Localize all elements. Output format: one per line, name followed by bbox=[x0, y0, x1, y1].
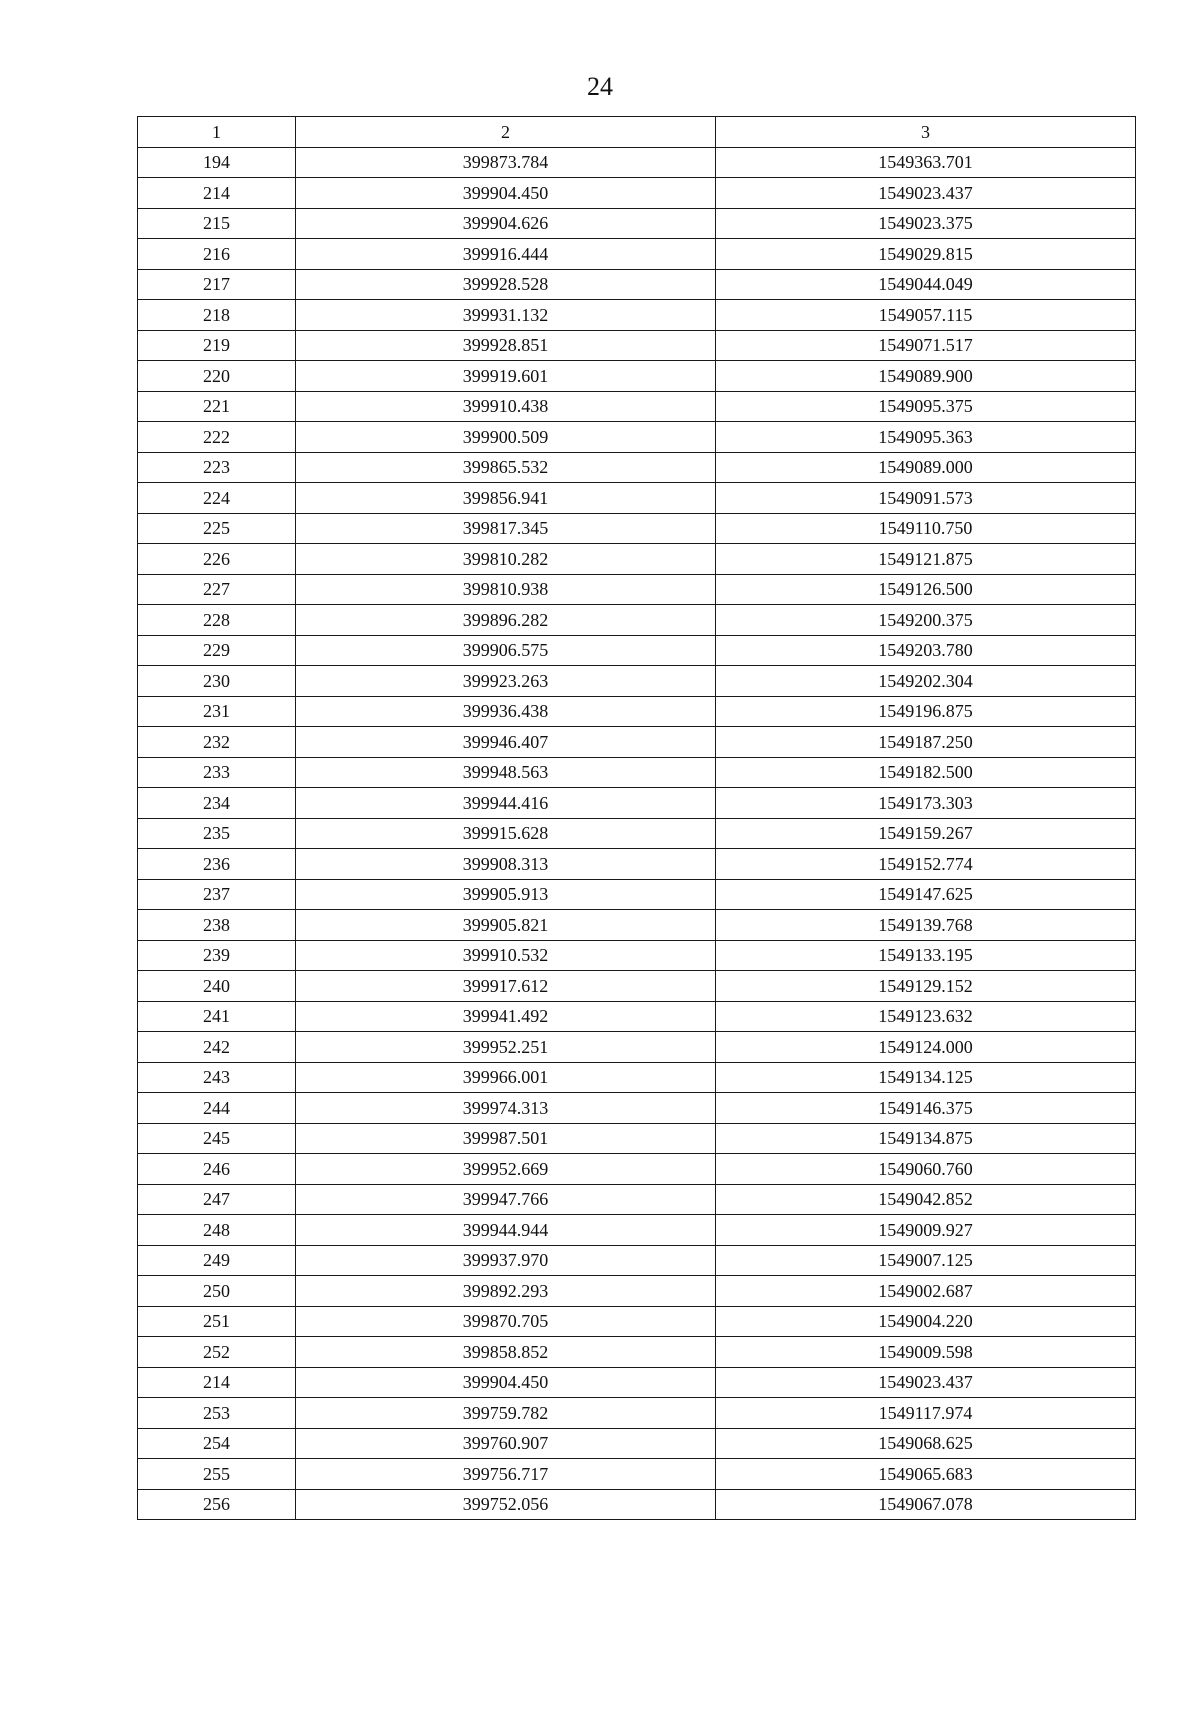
y-coordinate-cell: 1549133.195 bbox=[716, 940, 1136, 971]
table-body bbox=[138, 147, 1136, 1520]
point-number-cell: 251 bbox=[138, 1306, 296, 1337]
x-coordinate-cell: 399941.492 bbox=[296, 1001, 716, 1032]
table-row bbox=[138, 178, 1136, 209]
x-coordinate-cell: 399908.313 bbox=[296, 849, 716, 880]
point-number-cell: 252 bbox=[138, 1337, 296, 1368]
point-number-cell: 254 bbox=[138, 1428, 296, 1459]
x-coordinate-cell: 399910.532 bbox=[296, 940, 716, 971]
x-coordinate-cell: 399905.913 bbox=[296, 879, 716, 910]
y-coordinate-cell: 1549129.152 bbox=[716, 971, 1136, 1002]
point-number-cell: 253 bbox=[138, 1398, 296, 1429]
table-row bbox=[138, 849, 1136, 880]
x-coordinate-cell: 399915.628 bbox=[296, 818, 716, 849]
x-coordinate-cell: 399916.444 bbox=[296, 239, 716, 270]
point-number-cell: 249 bbox=[138, 1245, 296, 1276]
x-coordinate-cell: 399937.970 bbox=[296, 1245, 716, 1276]
table-row bbox=[138, 1184, 1136, 1215]
point-number-cell: 237 bbox=[138, 879, 296, 910]
y-coordinate-cell: 1549124.000 bbox=[716, 1032, 1136, 1063]
y-coordinate-cell: 1549044.049 bbox=[716, 269, 1136, 300]
table-row bbox=[138, 971, 1136, 1002]
point-number-cell: 255 bbox=[138, 1459, 296, 1490]
table-row bbox=[138, 727, 1136, 758]
x-coordinate-cell: 399756.717 bbox=[296, 1459, 716, 1490]
x-coordinate-cell: 399966.001 bbox=[296, 1062, 716, 1093]
page-number: 24 bbox=[587, 72, 613, 101]
y-coordinate-cell: 1549089.000 bbox=[716, 452, 1136, 483]
point-number-cell: 224 bbox=[138, 483, 296, 514]
y-coordinate-cell: 1549067.078 bbox=[716, 1489, 1136, 1520]
x-coordinate-cell: 399760.907 bbox=[296, 1428, 716, 1459]
point-number-cell: 214 bbox=[138, 1367, 296, 1398]
point-number-cell: 219 bbox=[138, 330, 296, 361]
point-number-cell: 229 bbox=[138, 635, 296, 666]
y-coordinate-cell: 1549126.500 bbox=[716, 574, 1136, 605]
point-number-cell: 231 bbox=[138, 696, 296, 727]
point-number-cell: 214 bbox=[138, 178, 296, 209]
y-coordinate-cell: 1549089.900 bbox=[716, 361, 1136, 392]
x-coordinate-cell: 399858.852 bbox=[296, 1337, 716, 1368]
x-coordinate-cell: 399856.941 bbox=[296, 483, 716, 514]
point-number-cell: 242 bbox=[138, 1032, 296, 1063]
x-coordinate-cell: 399817.345 bbox=[296, 513, 716, 544]
table-row bbox=[138, 1276, 1136, 1307]
table-row bbox=[138, 605, 1136, 636]
table-row bbox=[138, 1093, 1136, 1124]
y-coordinate-cell: 1549202.304 bbox=[716, 666, 1136, 697]
y-coordinate-cell: 1549009.598 bbox=[716, 1337, 1136, 1368]
point-number-cell: 248 bbox=[138, 1215, 296, 1246]
y-coordinate-cell: 1549071.517 bbox=[716, 330, 1136, 361]
point-number-cell: 225 bbox=[138, 513, 296, 544]
point-number-cell: 247 bbox=[138, 1184, 296, 1215]
table-row bbox=[138, 1459, 1136, 1490]
y-coordinate-cell: 1549110.750 bbox=[716, 513, 1136, 544]
table-row bbox=[138, 452, 1136, 483]
x-coordinate-cell: 399810.938 bbox=[296, 574, 716, 605]
table-row bbox=[138, 147, 1136, 178]
table-row bbox=[138, 818, 1136, 849]
point-number-cell: 221 bbox=[138, 391, 296, 422]
x-coordinate-cell: 399904.626 bbox=[296, 208, 716, 239]
coordinates-table bbox=[137, 116, 1136, 1520]
y-coordinate-cell: 1549117.974 bbox=[716, 1398, 1136, 1429]
x-coordinate-cell: 399759.782 bbox=[296, 1398, 716, 1429]
column-header: 1 bbox=[138, 117, 296, 148]
point-number-cell: 234 bbox=[138, 788, 296, 819]
y-coordinate-cell: 1549187.250 bbox=[716, 727, 1136, 758]
x-coordinate-cell: 399944.416 bbox=[296, 788, 716, 819]
y-coordinate-cell: 1549042.852 bbox=[716, 1184, 1136, 1215]
y-coordinate-cell: 1549009.927 bbox=[716, 1215, 1136, 1246]
table-row bbox=[138, 391, 1136, 422]
table-row bbox=[138, 1489, 1136, 1520]
point-number-cell: 222 bbox=[138, 422, 296, 453]
table-row bbox=[138, 300, 1136, 331]
y-coordinate-cell: 1549152.774 bbox=[716, 849, 1136, 880]
point-number-cell: 215 bbox=[138, 208, 296, 239]
point-number-cell: 244 bbox=[138, 1093, 296, 1124]
point-number-cell: 226 bbox=[138, 544, 296, 575]
column-header: 3 bbox=[716, 117, 1136, 148]
table-row bbox=[138, 1215, 1136, 1246]
table-row bbox=[138, 513, 1136, 544]
table-row bbox=[138, 1398, 1136, 1429]
table-row bbox=[138, 1123, 1136, 1154]
table-row bbox=[138, 422, 1136, 453]
x-coordinate-cell: 399904.450 bbox=[296, 1367, 716, 1398]
y-coordinate-cell: 1549146.375 bbox=[716, 1093, 1136, 1124]
x-coordinate-cell: 399810.282 bbox=[296, 544, 716, 575]
point-number-cell: 227 bbox=[138, 574, 296, 605]
table-row bbox=[138, 666, 1136, 697]
point-number-cell: 232 bbox=[138, 727, 296, 758]
x-coordinate-cell: 399936.438 bbox=[296, 696, 716, 727]
x-coordinate-cell: 399873.784 bbox=[296, 147, 716, 178]
point-number-cell: 216 bbox=[138, 239, 296, 270]
point-number-cell: 239 bbox=[138, 940, 296, 971]
point-number-cell: 217 bbox=[138, 269, 296, 300]
point-number-cell: 228 bbox=[138, 605, 296, 636]
table-row bbox=[138, 1245, 1136, 1276]
x-coordinate-cell: 399944.944 bbox=[296, 1215, 716, 1246]
y-coordinate-cell: 1549121.875 bbox=[716, 544, 1136, 575]
y-coordinate-cell: 1549065.683 bbox=[716, 1459, 1136, 1490]
x-coordinate-cell: 399904.450 bbox=[296, 178, 716, 209]
x-coordinate-cell: 399923.263 bbox=[296, 666, 716, 697]
y-coordinate-cell: 1549023.437 bbox=[716, 178, 1136, 209]
y-coordinate-cell: 1549091.573 bbox=[716, 483, 1136, 514]
table-row bbox=[138, 1001, 1136, 1032]
x-coordinate-cell: 399974.313 bbox=[296, 1093, 716, 1124]
point-number-cell: 256 bbox=[138, 1489, 296, 1520]
x-coordinate-cell: 399931.132 bbox=[296, 300, 716, 331]
table-header bbox=[138, 117, 1136, 148]
y-coordinate-cell: 1549134.125 bbox=[716, 1062, 1136, 1093]
y-coordinate-cell: 1549029.815 bbox=[716, 239, 1136, 270]
x-coordinate-cell: 399905.821 bbox=[296, 910, 716, 941]
y-coordinate-cell: 1549147.625 bbox=[716, 879, 1136, 910]
y-coordinate-cell: 1549057.115 bbox=[716, 300, 1136, 331]
table-row bbox=[138, 544, 1136, 575]
point-number-cell: 238 bbox=[138, 910, 296, 941]
point-number-cell: 220 bbox=[138, 361, 296, 392]
y-coordinate-cell: 1549023.375 bbox=[716, 208, 1136, 239]
table-row bbox=[138, 879, 1136, 910]
table-row bbox=[138, 239, 1136, 270]
table-row bbox=[138, 696, 1136, 727]
point-number-cell: 241 bbox=[138, 1001, 296, 1032]
table-row bbox=[138, 361, 1136, 392]
x-coordinate-cell: 399928.851 bbox=[296, 330, 716, 361]
y-coordinate-cell: 1549200.375 bbox=[716, 605, 1136, 636]
point-number-cell: 243 bbox=[138, 1062, 296, 1093]
x-coordinate-cell: 399917.612 bbox=[296, 971, 716, 1002]
header-row bbox=[138, 117, 1136, 148]
table-row bbox=[138, 1337, 1136, 1368]
table-row bbox=[138, 269, 1136, 300]
table-row bbox=[138, 1032, 1136, 1063]
point-number-cell: 235 bbox=[138, 818, 296, 849]
y-coordinate-cell: 1549173.303 bbox=[716, 788, 1136, 819]
x-coordinate-cell: 399952.669 bbox=[296, 1154, 716, 1185]
point-number-cell: 240 bbox=[138, 971, 296, 1002]
point-number-cell: 246 bbox=[138, 1154, 296, 1185]
y-coordinate-cell: 1549095.363 bbox=[716, 422, 1136, 453]
table-row bbox=[138, 757, 1136, 788]
table-row bbox=[138, 910, 1136, 941]
x-coordinate-cell: 399906.575 bbox=[296, 635, 716, 666]
x-coordinate-cell: 399752.056 bbox=[296, 1489, 716, 1520]
x-coordinate-cell: 399892.293 bbox=[296, 1276, 716, 1307]
table-row bbox=[138, 635, 1136, 666]
point-number-cell: 236 bbox=[138, 849, 296, 880]
y-coordinate-cell: 1549123.632 bbox=[716, 1001, 1136, 1032]
point-number-cell: 245 bbox=[138, 1123, 296, 1154]
table-row bbox=[138, 1306, 1136, 1337]
x-coordinate-cell: 399900.509 bbox=[296, 422, 716, 453]
x-coordinate-cell: 399928.528 bbox=[296, 269, 716, 300]
table-row bbox=[138, 1367, 1136, 1398]
point-number-cell: 230 bbox=[138, 666, 296, 697]
y-coordinate-cell: 1549007.125 bbox=[716, 1245, 1136, 1276]
y-coordinate-cell: 1549002.687 bbox=[716, 1276, 1136, 1307]
x-coordinate-cell: 399910.438 bbox=[296, 391, 716, 422]
table-row bbox=[138, 208, 1136, 239]
table-row bbox=[138, 1428, 1136, 1459]
y-coordinate-cell: 1549196.875 bbox=[716, 696, 1136, 727]
y-coordinate-cell: 1549363.701 bbox=[716, 147, 1136, 178]
y-coordinate-cell: 1549182.500 bbox=[716, 757, 1136, 788]
y-coordinate-cell: 1549139.768 bbox=[716, 910, 1136, 941]
point-number-cell: 194 bbox=[138, 147, 296, 178]
table-row bbox=[138, 788, 1136, 819]
x-coordinate-cell: 399948.563 bbox=[296, 757, 716, 788]
x-coordinate-cell: 399919.601 bbox=[296, 361, 716, 392]
table-row bbox=[138, 1062, 1136, 1093]
x-coordinate-cell: 399865.532 bbox=[296, 452, 716, 483]
y-coordinate-cell: 1549203.780 bbox=[716, 635, 1136, 666]
table-row bbox=[138, 1154, 1136, 1185]
x-coordinate-cell: 399946.407 bbox=[296, 727, 716, 758]
x-coordinate-cell: 399987.501 bbox=[296, 1123, 716, 1154]
table-row bbox=[138, 483, 1136, 514]
y-coordinate-cell: 1549060.760 bbox=[716, 1154, 1136, 1185]
y-coordinate-cell: 1549095.375 bbox=[716, 391, 1136, 422]
point-number-cell: 218 bbox=[138, 300, 296, 331]
table-row bbox=[138, 940, 1136, 971]
point-number-cell: 223 bbox=[138, 452, 296, 483]
point-number-cell: 250 bbox=[138, 1276, 296, 1307]
table-row bbox=[138, 574, 1136, 605]
point-number-cell: 233 bbox=[138, 757, 296, 788]
x-coordinate-cell: 399947.766 bbox=[296, 1184, 716, 1215]
x-coordinate-cell: 399870.705 bbox=[296, 1306, 716, 1337]
x-coordinate-cell: 399896.282 bbox=[296, 605, 716, 636]
y-coordinate-cell: 1549068.625 bbox=[716, 1428, 1136, 1459]
y-coordinate-cell: 1549023.437 bbox=[716, 1367, 1136, 1398]
y-coordinate-cell: 1549134.875 bbox=[716, 1123, 1136, 1154]
x-coordinate-cell: 399952.251 bbox=[296, 1032, 716, 1063]
y-coordinate-cell: 1549004.220 bbox=[716, 1306, 1136, 1337]
table-row bbox=[138, 330, 1136, 361]
column-header: 2 bbox=[296, 117, 716, 148]
y-coordinate-cell: 1549159.267 bbox=[716, 818, 1136, 849]
